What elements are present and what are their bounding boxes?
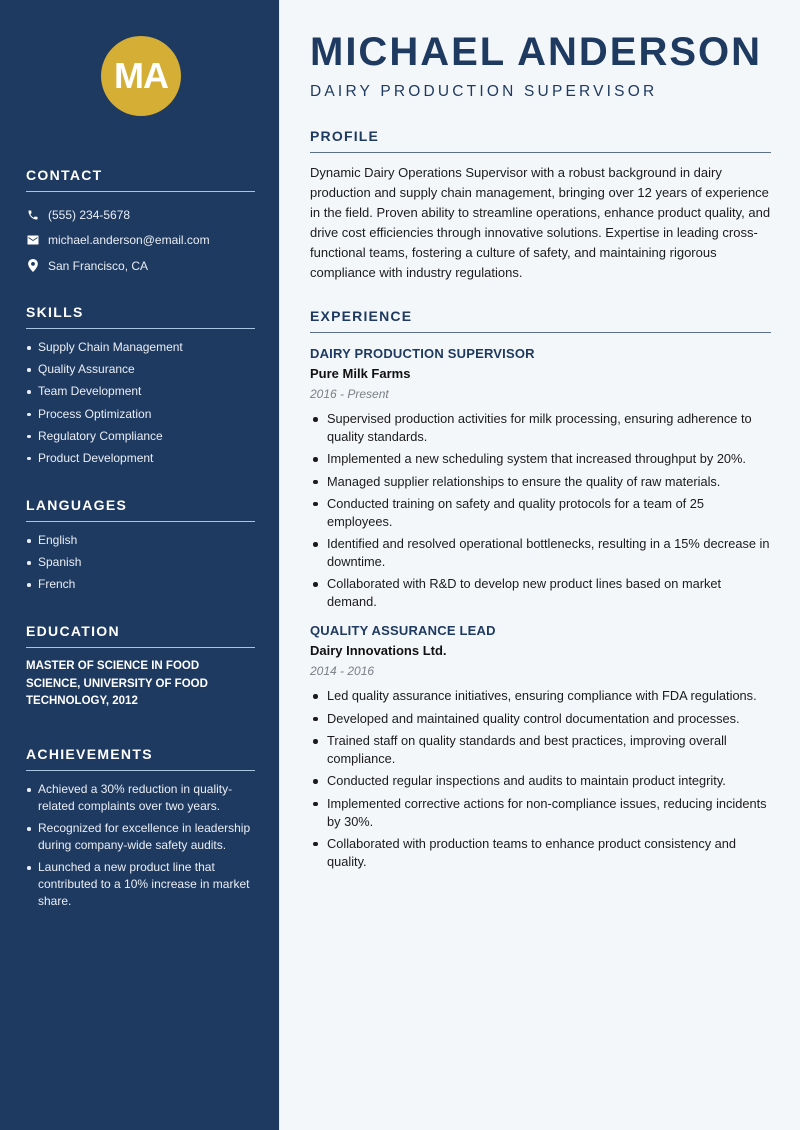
job-bullets [310,687,771,870]
job-bullet: Collaborated with R&D to develop new product lines based on market demand. [310,575,771,611]
profile-summary: Dynamic Dairy Operations Supervisor with a robust background in dairy production and supply chain management, bringing over 12 years of experience in the field. Proven ability to streamline operations, enhance product quality, and drive cost efficiencies through innovative solutions. Expertise in leading cross-functional teams, fostering a culture of safety, and maintaining rigorous compliance with industry regulations. [310,165,771,280]
job-bullets [310,410,771,611]
profile-section [310,128,771,283]
skill-item: Product Development [26,450,255,467]
achievements-heading: ACHIEVEMENTS [26,746,255,771]
person-title: DAIRY PRODUCTION SUPERVISOR [310,83,658,100]
language-item: English [26,532,255,549]
job-bullet: Managed supplier relationships to ensure the quality of raw materials. [310,473,771,491]
skill-item: Team Development [26,383,255,400]
job-title: QUALITY ASSURANCE LEAD [310,623,496,639]
job-bullet: Collaborated with production teams to enhance product consistency and quality. [310,835,771,871]
skill-item: Supply Chain Management [26,339,255,356]
person-name: MICHAEL ANDERSON [310,30,763,74]
job-bullet: Developed and maintained quality control documentation and processes. [310,710,771,728]
location-pin-icon [26,259,40,273]
language-item: French [26,576,255,593]
skills-heading: SKILLS [26,304,255,329]
achievements-section [26,746,255,916]
experience-heading: EXPERIENCE [310,308,771,333]
languages-heading: LANGUAGES [26,497,255,522]
job-bullet: Supervised production activities for milk processing, ensuring adherence to quality standards. [310,410,771,446]
job-entry [310,623,771,870]
job-bullet: Led quality assurance initiatives, ensuring compliance with FDA regulations. [310,687,771,705]
job-dates: 2016 - Present [310,387,389,401]
email-icon [26,233,40,247]
phone-icon [26,208,40,222]
job-company: Dairy Innovations Ltd. [310,643,447,659]
language-item: Spanish [26,554,255,571]
job-title: DAIRY PRODUCTION SUPERVISOR [310,346,535,361]
education-heading: EDUCATION [26,623,255,648]
skill-item: Quality Assurance [26,361,255,378]
education-section [26,623,255,711]
contact-phone-text: (555) 234-5678 [48,207,131,222]
languages-section [26,497,255,599]
job-bullet: Implemented corrective actions for non-compliance issues, reducing incidents by 30%. [310,795,771,831]
achievement-item: Launched a new product line that contributed to a 10% increase in market share. [26,859,255,910]
achievement-item: Achieved a 30% reduction in quality-related complaints over two years. [26,781,255,815]
skill-item: Regulatory Compliance [26,428,255,445]
job-company: Pure Milk Farms [310,366,411,381]
job-dates: 2014 - 2016 [310,664,375,679]
avatar-initials: MA [114,55,168,96]
skills-section [26,304,255,472]
job-bullet: Conducted training on safety and quality protocols for a team of 25 employees. [310,495,771,531]
skills-list [26,339,255,467]
job-bullet: Implemented a new scheduling system that increased throughput by 20%. [310,450,771,468]
job-bullet: Trained staff on quality standards and best practices, improving overall compliance. [310,732,771,768]
contact-heading: CONTACT [26,167,255,192]
sidebar [0,0,280,1130]
achievements-list [26,781,255,910]
contact-location [26,253,255,279]
contact-phone [26,202,255,228]
contact-section [26,167,255,279]
profile-heading: PROFILE [310,128,771,153]
contact-email-text: michael.anderson@email.com [48,233,210,248]
achievement-item: Recognized for excellence in leadership during company-wide safety audits. [26,820,255,854]
job-bullet: Conducted regular inspections and audits to maintain product integrity. [310,772,771,790]
education-degree: MASTER OF SCIENCE IN FOOD SCIENCE, UNIVERSITY OF FOOD TECHNOLOGY, 2012 [26,660,208,707]
experience-section [310,308,771,875]
contact-location-text: San Francisco, CA [48,258,149,273]
skill-item: Process Optimization [26,406,255,423]
avatar [101,36,181,116]
job-bullet: Identified and resolved operational bottlenecks, resulting in a 15% decrease in downtime. [310,535,771,571]
contact-email [26,228,255,254]
job-entry [310,346,771,611]
languages-list [26,532,255,593]
